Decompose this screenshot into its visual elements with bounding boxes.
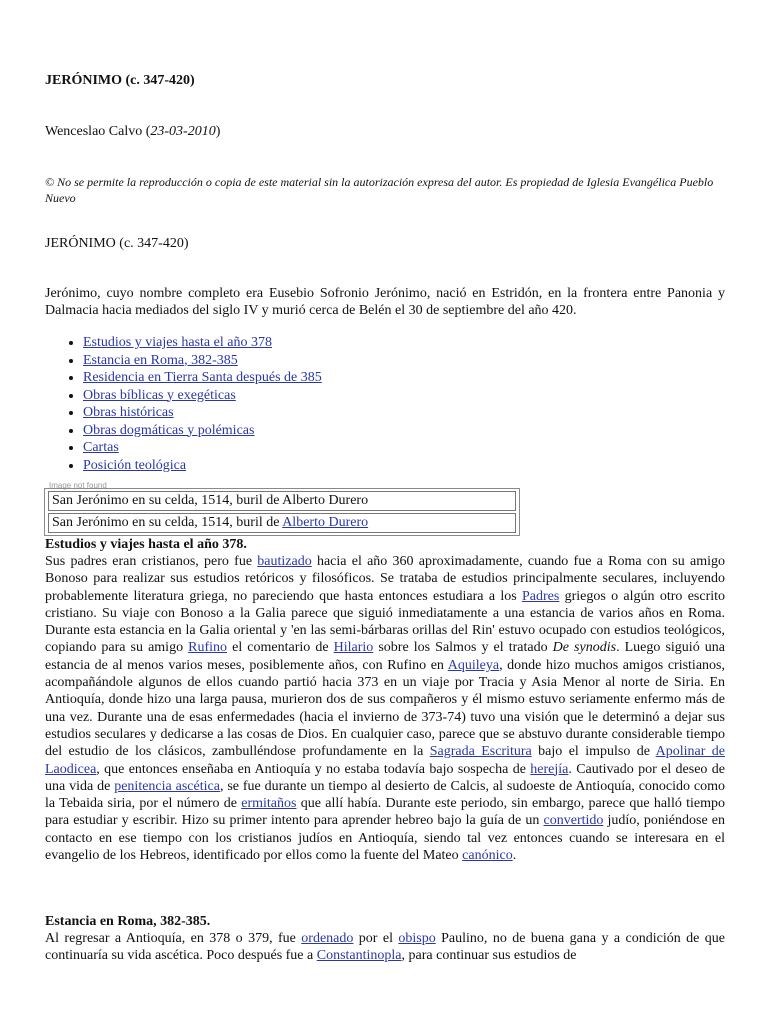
toc-item xyxy=(83,334,322,352)
link-ordenado[interactable]: ordenado xyxy=(301,931,354,946)
link-bautizado[interactable]: bautizado xyxy=(257,554,312,569)
toc-item xyxy=(83,404,322,422)
link-convertido[interactable]: convertido xyxy=(543,813,604,829)
toc-link-obras-biblicas[interactable]: Obras bíblicas y exegéticas xyxy=(83,387,236,403)
link-padres[interactable]: Padres xyxy=(521,588,560,604)
text-run: Al regresar a Antioquía, en 378 o 379, fue xyxy=(45,931,302,946)
link-canonico[interactable]: canónico xyxy=(462,848,513,864)
link-constantinopla[interactable]: Constantinopla xyxy=(316,948,402,964)
text-run: . Luego siguió una estancia de al menos varios meses, posiblemente años, con Rufino en xyxy=(45,640,725,673)
link-herejia[interactable]: herejía xyxy=(530,761,569,777)
figure-caption-secondary xyxy=(48,513,516,533)
toc-link-obras-historicas[interactable]: Obras históricas xyxy=(83,405,174,420)
toc-link-posicion[interactable]: Posición teológica xyxy=(83,457,187,473)
author-suffix: ) xyxy=(215,124,221,139)
toc-link-tierra-santa[interactable]: Residencia en Tierra Santa después de 385 xyxy=(83,370,322,385)
text-run: griegos o algún otro escrito cristiano. Su viaje con Bonoso a la Galia parece que siguió inmediatamente a una estancia de varios años en Roma. Durante esta estancia en la Galia oriental y 'en las semi-bárbaras orillas del Rin' estuvo ocupado con estudios teológicos, copiando para su amigo xyxy=(45,588,726,656)
italic-title: De synodis xyxy=(552,640,617,656)
link-alberto-durero[interactable]: Alberto Durero xyxy=(282,515,369,530)
link-obispo[interactable]: obispo xyxy=(398,931,436,946)
text-run: , se fue durante un tiempo al desierto de Calcis, al sudoeste de Antioquía, conocido como la Tebaida siria, por el número de xyxy=(45,778,726,812)
text-run: bajo el impulso de xyxy=(531,744,656,760)
article-title: JERÓNIMO (c. 347-420) xyxy=(45,236,189,251)
toc-item xyxy=(83,387,322,405)
author-date: 23-03-2010 xyxy=(150,124,216,139)
link-apolinar[interactable]: Apolinar de Laodicea xyxy=(45,744,726,777)
link-aquileya[interactable]: Aquileya xyxy=(447,657,500,673)
toc-link-roma[interactable]: Estancia en Roma, 382-385 xyxy=(83,352,238,368)
figure-caption-primary: San Jerónimo en su celda, 1514, buril de Alberto Durero xyxy=(48,491,516,511)
table-of-contents xyxy=(45,334,322,474)
text-run: , que entonces enseñaba en Antioquía y no estaba todavía bajo sospecha de xyxy=(96,761,531,777)
toc-item xyxy=(83,439,322,457)
section-estudios xyxy=(45,536,725,864)
section-heading: Estudios y viajes hasta el año 378. xyxy=(45,537,247,552)
text-run: el comentario de xyxy=(227,640,334,656)
caption-text: San Jerónimo en su celda, 1514, buril de xyxy=(52,515,283,530)
toc-link-estudios[interactable]: Estudios y viajes hasta el año 378 xyxy=(83,335,272,350)
section-roma xyxy=(45,913,725,965)
text-run: . Cautivado por el deseo de una vida de xyxy=(45,761,725,794)
text-run: que allí había. Durante este periodo, sin embargo, parece que halló tiempo para estudiar y escribir. Hizo su primer intento para aprender hebreo bajo la guía de un xyxy=(45,796,725,829)
link-penitencia-ascetica[interactable]: penitencia ascética xyxy=(114,778,220,794)
section-heading: Estancia en Roma, 382-385. xyxy=(45,914,211,929)
toc-link-cartas[interactable]: Cartas xyxy=(83,440,119,455)
text-run: por el xyxy=(353,931,399,946)
text-run: sobre los Salmos y el tratado xyxy=(373,640,553,656)
text-run: hacia el año 360 aproximadamente, cuando fue a Roma con su amigo Bonoso para realizar sus estudios retóricos y filosóficos. Se trataba de estudios principalmente seculares, incluyendo probablemente literatura griega, no pareciendo que hasta entonces estudiara a los xyxy=(45,554,725,604)
author-name: Wenceslao Calvo ( xyxy=(45,124,151,139)
text-run: judío, poniéndose en contacto en ese tiempo con los cristianos judíos en Antioquía, siendo tal vez entonces cuando se interesara en el evangelio de los Hebreos, identificado por ellos como la fuente del Mateo xyxy=(45,813,725,864)
text-run: , para continuar sus estudios de xyxy=(401,948,577,964)
link-sagrada-escritura[interactable]: Sagrada Escritura xyxy=(429,744,532,760)
toc-item xyxy=(83,352,322,370)
link-rufino[interactable]: Rufino xyxy=(188,640,228,656)
copyright-notice: © No se permite la reproducción o copia de este material sin la autorización expresa del autor. Es propiedad de Iglesia Evangélica Pueblo Nuevo xyxy=(45,175,714,205)
text-run: Sus padres eran cristianos, pero fue xyxy=(45,554,258,569)
section-paragraph xyxy=(45,553,725,864)
text-run: Paulino, no de buena gana y a condición de que continuaría su vida ascética. Poco después fue a xyxy=(45,931,725,964)
figure-placeholder xyxy=(44,488,520,536)
link-ermitanos[interactable]: ermitaños xyxy=(241,796,297,812)
document-title: JERÓNIMO (c. 347-420) xyxy=(45,73,195,88)
toc-item xyxy=(83,422,322,440)
text-run: . xyxy=(512,848,517,864)
section-paragraph xyxy=(45,930,725,965)
link-hilario[interactable]: Hilario xyxy=(333,640,374,656)
author-line xyxy=(45,124,220,140)
toc-item xyxy=(83,457,322,475)
toc-item xyxy=(83,369,322,387)
text-run: , donde hizo muchos amigos cristianos, acompañándole algunos de ellos cuando partió hacia 373 en un viaje por Tracia y Asia Menor al norte de Siria. En Antioquía, donde hizo una larga pausa, murieron dos de sus compañeros y él mismo estuvo seriamente enfermo más de una vez. Durante una de esas enfermedades (hacia el invierno de 373-74) tuvo una visión que le determinó a dejar sus estudios seculares y dedicarse a las cosas de Dios. En cualquier caso, parece que se abstuvo durante considerable tiempo del estudio de los clásicos, zambulléndose profundamente en la xyxy=(45,657,725,760)
toc-link-obras-dogmaticas[interactable]: Obras dogmáticas y polémicas xyxy=(83,422,255,438)
image-not-found-label: Image not found xyxy=(49,481,107,490)
intro-paragraph: Jerónimo, cuyo nombre completo era Eusebio Sofronio Jerónimo, nació en Estridón, en la frontera entre Panonia y Dalmacia hacia mediados del siglo IV y murió cerca de Belén el 30 de septiembre del año 420. xyxy=(45,286,725,319)
